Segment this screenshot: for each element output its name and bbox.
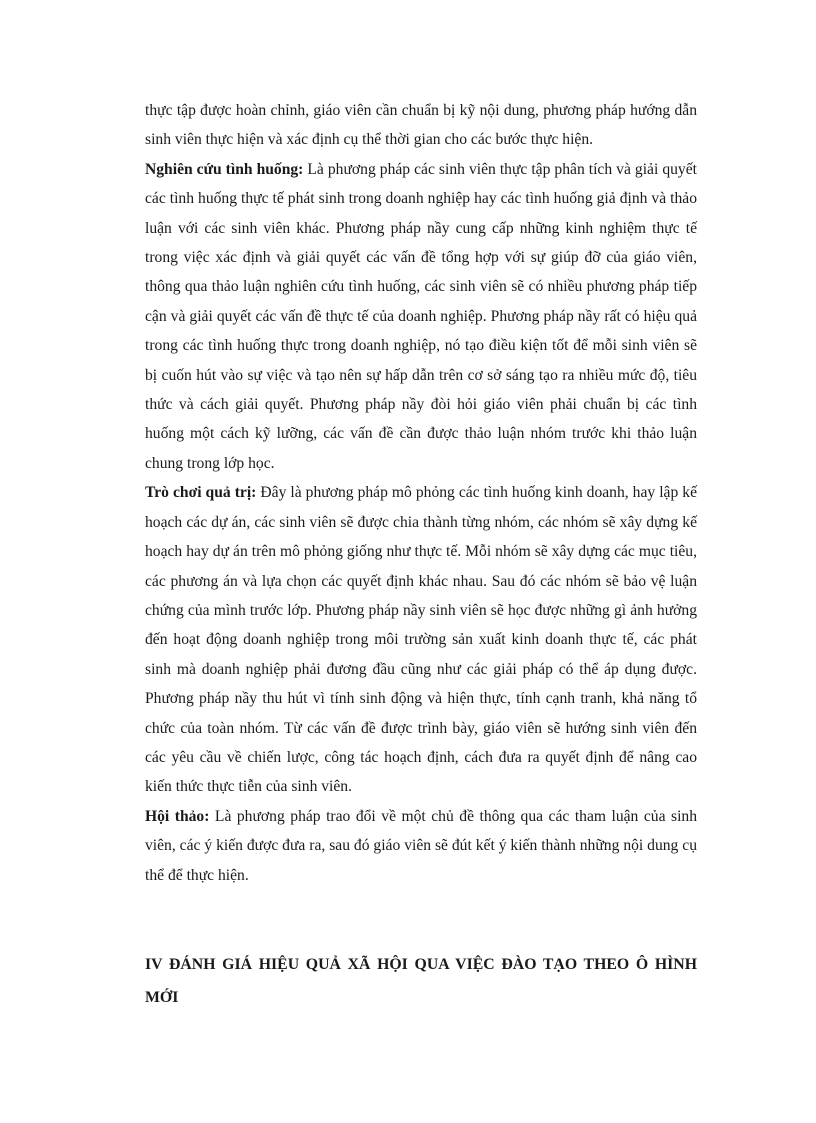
paragraph-seminar (145, 802, 697, 890)
paragraph-text: Đây là phương pháp mô phỏng các tình huống kinh doanh, hay lập kế hoạch các dự án, các sinh viên sẽ được chia thành từng nhóm, các nhóm sẽ xây dựng kế hoạch hay dự án trên mô phỏng giống như thực tế. Mỗi nhóm sẽ xây dựng các mục tiêu, các phương án và lựa chọn các quyết định khác nhau. Sau đó các nhóm sẽ bảo vệ luận chứng của mình trước lớp. Phương pháp nầy sinh viên sẽ học được những gì ảnh hưởng đến hoạt động doanh nghiệp trong môi trường sản xuất kinh doanh thực tế, các phát sinh mà doanh nghiệp phải đương đầu cũng như các giải pháp có thể áp dụng được. Phương pháp nầy thu hút vì tính sinh động và hiện thực, tính cạnh tranh, khả năng tổ chức của toàn nhóm. Từ các vấn đề được trình bày, giáo viên sẽ hướng sinh viên đến các yêu cầu về chiến lược, công tác hoạch định, cách đưa ra quyết định để nâng cao kiến thức thực tiễn của sinh viên. (145, 484, 698, 796)
paragraph-management-game (145, 478, 697, 801)
paragraph-intro-continuation (145, 96, 697, 155)
paragraph-case-study (145, 155, 697, 478)
paragraph-text: Là phương pháp trao đổi về một chủ đề thông qua các tham luận của sinh viên, các ý kiến được đưa ra, sau đó giáo viên sẽ đút kết ý kiến thành những nội dung cụ thể để thực hiện. (145, 807, 698, 884)
paragraph-text: Là phương pháp các sinh viên thực tập phân tích và giải quyết các tình huống thực tế phát sinh trong doanh nghiệp hay các tình huống giả định và thảo luận với các sinh viên khác. Phương pháp nầy cung cấp những kinh nghiệm thực tế trong việc xác định và giải quyết các vấn đề tổng hợp với sự giúp đỡ của giáo viên, thông qua thảo luận nghiên cứu tình huống, các sinh viên sẽ có nhiều phương pháp tiếp cận và giải quyết các vấn đề thực tế của doanh nghiệp. Phương pháp nầy rất có hiệu quả trong các tình huống thực trong doanh nghiệp, nó tạo điều kiện tốt để mỗi sinh viên sẽ bị cuốn hút vào sự việc và tạo nên sự hấp dẫn trên cơ sở sáng tạo ra nhiều mức độ, tiêu thức và cách giải quyết. Phương pháp nầy đòi hỏi giáo viên phải chuẩn bị các tình huống một cách kỹ lưỡng, các vấn đề cần được thảo luận nhóm trước khi thảo luận chung trong lớp học. (145, 160, 697, 472)
section-heading: IV ĐÁNH GIÁ HIỆU QUẢ XÃ HỘI QUA VIỆC ĐÀO TẠO THEO Ô HÌNH MỚI (145, 955, 697, 1006)
paragraph-term: Nghiên cứu tình huống: (145, 160, 304, 178)
paragraph-text: thực tập được hoàn chỉnh, giáo viên cần chuẩn bị kỹ nội dung, phương pháp hướng dẫn sinh viên thực hiện và xác định cụ thể thời gian cho các bước thực hiện. (145, 102, 697, 149)
paragraph-term: Trò chơi quả trị: (145, 484, 257, 502)
paragraph-term: Hội thảo: (145, 807, 210, 825)
document-page (145, 96, 697, 1014)
